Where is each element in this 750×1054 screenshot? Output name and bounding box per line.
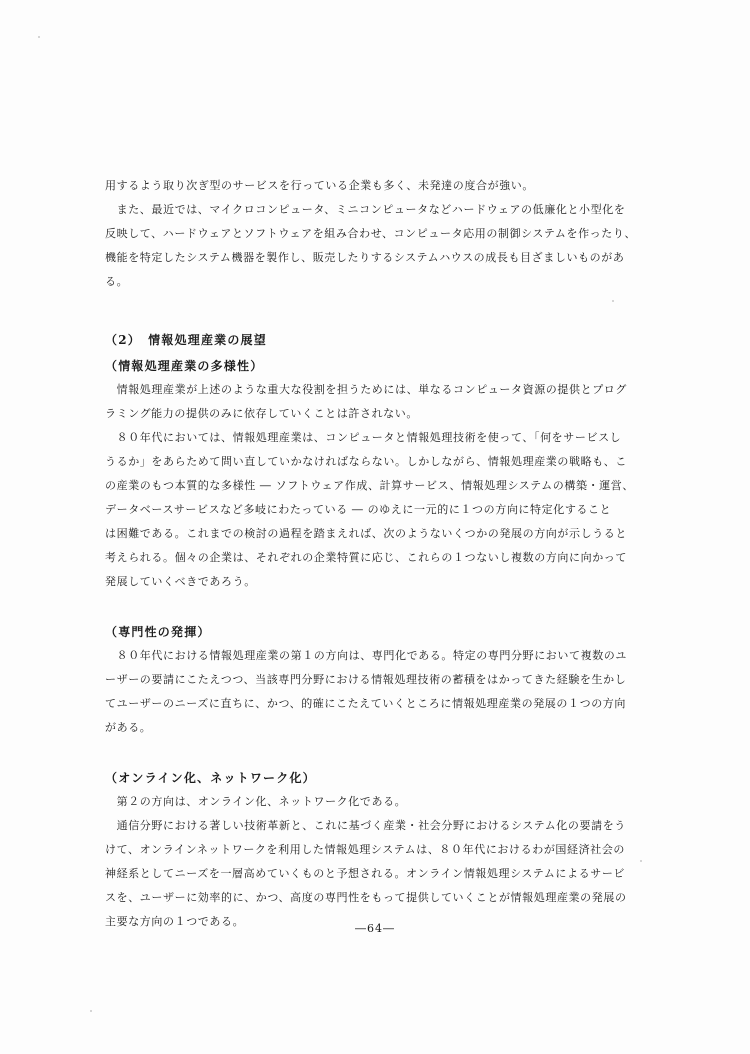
opening-paragraph-2 xyxy=(105,198,637,294)
text-line: 主要な方向の１つである。 xyxy=(105,915,245,928)
diversity-paragraph-2 xyxy=(105,426,634,594)
text-line: ８０年代においては、情報処理産業は、コンピュータと情報処理技術を使って、「何をサービスし xyxy=(105,431,622,444)
subsection-heading-diversity: （情報処理産業の多様性） xyxy=(105,359,264,373)
text-line: ーザーの要請にこたえつつ、当該専門分野における情報処理技術の蓄積をはかってきた経験を生かし xyxy=(105,673,627,686)
scan-speck xyxy=(38,36,40,38)
text-line: また、最近では、マイクロコンピュータ、ミニコンピュータなどハードウェアの低廉化と小型化を xyxy=(105,203,626,216)
scan-speck xyxy=(640,860,642,862)
text-line: スを、ユーザーに効率的に、かつ、高度の専門性をもって提供していくことが情報処理産業の発展の xyxy=(105,891,627,904)
text-line: 発展していくべきであろう。 xyxy=(105,575,256,588)
text-line: の産業のもつ本質的な多様性 ― ソフトウェア作成、計算サービス、情報処理システムの構築・運営、 xyxy=(105,479,634,492)
diversity-paragraph-1 xyxy=(105,378,627,426)
opening-paragraph-1 xyxy=(105,174,595,198)
text-line: 神経系としてニーズを一層高めていくものと予想される。オンライン情報処理システムによるサービ xyxy=(105,867,626,880)
text-line: データベースサービスなど多岐にわたっている ― のゆえに一元的に１つの方向に特定化すること xyxy=(105,503,612,516)
subsection-heading-specialization: （専門性の発揮） xyxy=(105,625,211,639)
text-line: けて、オンラインネットワークを利用した情報処理システムは、８０年代におけるわが国経済社会の xyxy=(105,843,626,856)
text-line: 反映して、ハードウェアとソフトウェアを組み合わせ、コンピュータ応用の制御システムを作ったり、 xyxy=(105,227,637,240)
text-line: がある。 xyxy=(105,721,152,734)
text-line: てユーザーのニーズに直ちに、かつ、的確にこたえていくところに情報処理産業の発展の１つの方向 xyxy=(105,697,627,710)
text-line: ８０年代における情報処理産業の第１の方向は、専門化である。特定の専門分野において複数のユ xyxy=(105,649,627,662)
text-line: 考えられる。個々の企業は、それぞれの企業特質に応じ、これらの１つないし複数の方向に向かって xyxy=(105,551,627,564)
text-line: ラミング能力の提供のみに依存していくことは許されない。 xyxy=(105,407,418,420)
text-line: 通信分野における著しい技術革新と、これに基づく産業・社会分野におけるシステム化の要請をう xyxy=(105,819,626,832)
page-number: ―64― xyxy=(355,922,395,935)
online-paragraph-1 xyxy=(105,790,595,814)
text-line: うるか」をあらためて問い直していかなければならない。しかしながら、情報処理産業の戦略も、こ xyxy=(105,455,627,468)
text-line: 情報処理産業が上述のような重大な役割を担うためには、単なるコンピュータ資源の提供とプログ xyxy=(105,383,627,396)
document-body xyxy=(105,174,637,934)
subsection-heading-online-network: （オンライン化、ネットワーク化） xyxy=(105,771,316,785)
online-paragraph-2 xyxy=(105,814,627,934)
text-line: は困難である。これまでの検討の過程を踏まえれば、次のようないくつかの発展の方向が示しうると xyxy=(105,527,627,540)
text-line: 第２の方向は、オンライン化、ネットワーク化である。 xyxy=(105,795,407,808)
text-line: 機能を特定したシステム機器を製作し、販売したりするシステムハウスの成長も目ざましいものがあ xyxy=(105,251,625,264)
scan-speck xyxy=(90,1010,92,1012)
section-title: （2） 情報処理産業の展望 xyxy=(105,333,267,347)
specialization-paragraph xyxy=(105,644,627,740)
scan-speck xyxy=(612,300,614,302)
text-line: 用するよう取り次ぎ型のサービスを行っている企業も多く、未発達の度合が強い。 xyxy=(105,179,534,192)
text-line: る。 xyxy=(105,275,129,288)
